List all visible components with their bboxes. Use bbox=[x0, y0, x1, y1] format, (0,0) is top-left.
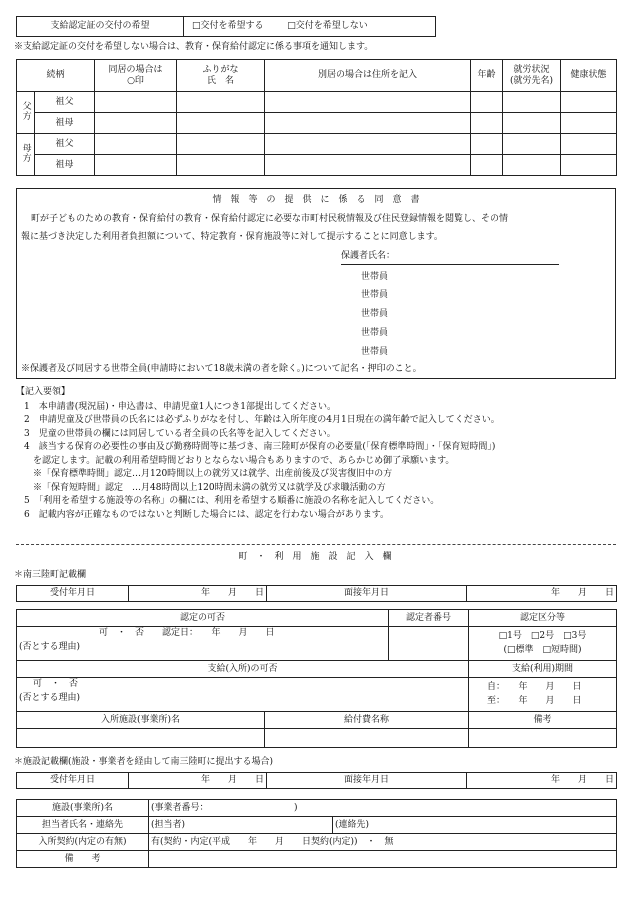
facility-name-field[interactable] bbox=[17, 729, 265, 748]
mother-grandfather: 祖父 bbox=[35, 134, 95, 155]
family-table bbox=[16, 59, 617, 176]
header-relation: 続柄 bbox=[17, 60, 95, 92]
cell[interactable] bbox=[471, 134, 503, 155]
cert-table bbox=[16, 16, 436, 37]
facility-subtitle: ＊施設記載欄(施設・事業者を経由して南三陸町に提出する場合) bbox=[14, 757, 274, 767]
approval-table bbox=[16, 609, 617, 748]
facility-remarks-label: 備 考 bbox=[17, 851, 149, 868]
cell[interactable] bbox=[503, 113, 561, 134]
header-employment: 就労状況 (就労先名) bbox=[503, 60, 561, 92]
admission-kahi: 可 ・ 否 bbox=[33, 679, 79, 689]
approval-reason: (否とする理由) bbox=[19, 641, 81, 652]
guardian-label: 保護者氏名： bbox=[341, 251, 396, 261]
instruction-item: 5 「利用を希望する施設等の名称」の欄には、利用を希望する順番に施設の名称を記入してください。 bbox=[24, 496, 440, 506]
facility-table bbox=[16, 799, 617, 868]
cell[interactable] bbox=[265, 155, 471, 176]
consent-box bbox=[16, 188, 616, 379]
member-4: 世帯員 bbox=[361, 328, 389, 338]
category-hours: (□標準 □短時間) bbox=[503, 644, 582, 655]
town-remarks-field[interactable] bbox=[469, 729, 617, 748]
cell[interactable] bbox=[561, 134, 617, 155]
header-address: 別居の場合は住所を記入 bbox=[265, 60, 471, 92]
member-1: 世帯員 bbox=[361, 272, 389, 282]
cell[interactable] bbox=[561, 92, 617, 113]
town-received-date[interactable]: 年 月 日 bbox=[129, 586, 267, 602]
cert-label: 支給認定証の交付の希望 bbox=[17, 17, 184, 37]
benefit-name-field[interactable] bbox=[265, 729, 469, 748]
member-5: 世帯員 bbox=[361, 347, 389, 357]
period-label: 支給(利用)期間 bbox=[469, 661, 617, 678]
cell[interactable] bbox=[471, 113, 503, 134]
instruction-item: 3 児童の世帯員の欄には同居している者全員の氏名等を記入してください。 bbox=[24, 428, 336, 439]
facility-interview-label: 面接年月日 bbox=[267, 773, 467, 789]
cert-opt-want[interactable]: □交付を希望する bbox=[192, 21, 264, 32]
consent-note: ※保護者及び同居する世帯全員(申請時において18歳未満の者を除く。)について記名・押印のこと。 bbox=[21, 364, 422, 374]
contract-row-label: 入所契約(内定の有無) bbox=[17, 834, 149, 851]
cell[interactable] bbox=[177, 92, 265, 113]
town-interview-label: 面接年月日 bbox=[267, 586, 467, 602]
contact-row-label: 担当者氏名・連絡先 bbox=[17, 817, 149, 834]
cell[interactable] bbox=[95, 134, 177, 155]
instruction-item: ※「保育標準時間」認定…月120時間以上の就労又は就学、出産前後及び災害復旧中の方 bbox=[24, 469, 393, 479]
instruction-item: 2 申請児童及び世帯員の氏名には必ずふりがなを付し、年齢は入所年度の4月1日現在の満年齢で記入してください。 bbox=[24, 415, 500, 425]
cell[interactable] bbox=[503, 92, 561, 113]
town-subtitle: ＊南三陸町記載欄 bbox=[14, 570, 87, 580]
town-interview-date[interactable]: 年 月 日 bbox=[467, 586, 617, 602]
consent-body-1: 町が子どものための教育・保育給付の教育・保育給付認定に必要な市町村民税情報及び住民登録情報を閲覧し、その情 bbox=[31, 214, 509, 224]
period-from: 自： 年 月 日 bbox=[487, 682, 582, 692]
consent-title: 情 報 等 の 提 供 に 係 る 同 意 書 bbox=[212, 195, 420, 205]
cert-opt-not-want[interactable]: □交付を希望しない bbox=[287, 21, 368, 32]
section-divider bbox=[16, 544, 616, 545]
guardian-name-field[interactable] bbox=[341, 250, 559, 265]
facility-received-label: 受付年月日 bbox=[17, 773, 129, 789]
father-grandfather: 祖父 bbox=[35, 92, 95, 113]
approver-number-label: 認定者番号 bbox=[389, 610, 469, 627]
header-cohabit: 同居の場合は ○印 bbox=[95, 60, 177, 92]
cell[interactable] bbox=[561, 155, 617, 176]
contract-value[interactable]: 有(契約・内定(平成 年 月 日契約(内定)) ・ 無 bbox=[149, 834, 617, 851]
approval-decision[interactable] bbox=[17, 627, 389, 661]
mother-side-label: 母方 bbox=[17, 134, 35, 176]
town-section-title: 町 ・ 利 用 施 設 記 入 欄 bbox=[238, 552, 392, 562]
category-options[interactable] bbox=[469, 627, 617, 661]
cell[interactable] bbox=[95, 92, 177, 113]
cell[interactable] bbox=[265, 92, 471, 113]
cell[interactable] bbox=[95, 113, 177, 134]
town-dates-table bbox=[16, 585, 617, 602]
category-numbers: □1号 □2号 □3号 bbox=[498, 631, 587, 641]
admission-label: 支給(入所)の可否 bbox=[17, 661, 469, 678]
facility-name-value[interactable]: (事業者番号： ) bbox=[149, 800, 617, 817]
cert-note: ※支給認定証の交付を希望しない場合は、教育・保育給付認定に係る事項を通知します。 bbox=[14, 42, 374, 52]
cell[interactable] bbox=[561, 113, 617, 134]
cert-options bbox=[184, 17, 436, 37]
contact-field[interactable]: (連絡先) bbox=[333, 817, 617, 834]
instruction-item: ※「保育短時間」認定 …月48時間以上120時間未満の就労又は就学及び求職活動の方 bbox=[24, 482, 386, 493]
admission-decision[interactable] bbox=[17, 678, 469, 712]
instructions-heading: 【記入要領】 bbox=[16, 387, 71, 397]
benefit-name-label: 給付費名称 bbox=[265, 712, 469, 729]
facility-dates-table bbox=[16, 772, 617, 789]
father-grandmother: 祖母 bbox=[35, 113, 95, 134]
father-side-label: 父方 bbox=[17, 92, 35, 134]
cell[interactable] bbox=[177, 113, 265, 134]
instructions bbox=[16, 386, 616, 522]
cell[interactable] bbox=[265, 113, 471, 134]
facility-name-row-label: 施設(事業所)名 bbox=[17, 800, 149, 817]
header-health: 健康状態 bbox=[561, 60, 617, 92]
cell[interactable] bbox=[471, 155, 503, 176]
facility-remarks-field[interactable] bbox=[149, 851, 617, 868]
cell[interactable] bbox=[177, 155, 265, 176]
instruction-item: 6 記載内容が正確なものではないと判断した場合には、認定を行わない場合があります。 bbox=[24, 509, 390, 520]
approval-label: 認定の可否 bbox=[17, 610, 389, 627]
header-name: ふりがな 氏 名 bbox=[177, 60, 265, 92]
period-fields[interactable] bbox=[469, 678, 617, 712]
instruction-item: を認定します。記載の利用希望時間どおりとならない場合もありますので、あらかじめ御了承願います。 bbox=[24, 455, 455, 466]
header-age: 年齢 bbox=[471, 60, 503, 92]
facility-interview-date[interactable]: 年 月 日 bbox=[467, 773, 617, 789]
member-2: 世帯員 bbox=[361, 290, 389, 300]
cell[interactable] bbox=[503, 155, 561, 176]
member-3: 世帯員 bbox=[361, 309, 389, 319]
category-label: 認定区分等 bbox=[469, 610, 617, 627]
person-field[interactable]: (担当者) bbox=[149, 817, 333, 834]
cell[interactable] bbox=[265, 134, 471, 155]
cell[interactable] bbox=[177, 134, 265, 155]
admission-reason: (否とする理由) bbox=[19, 692, 81, 703]
period-to: 至： 年 月 日 bbox=[487, 695, 582, 706]
facility-name-label: 入所施設(事業所)名 bbox=[17, 712, 265, 729]
cell[interactable] bbox=[503, 134, 561, 155]
facility-received-date[interactable]: 年 月 日 bbox=[129, 773, 267, 789]
instruction-item: 4 該当する保育の必要性の事由及び勤務時間等に基づき、南三陸町が保育の必要量(「保育標準時間」・「保育短時間」) bbox=[24, 442, 496, 452]
instruction-item: 1 本申請書(現況届)・申込書は、申請児童1人につき1部提出してください。 bbox=[24, 401, 337, 412]
approver-number-field[interactable] bbox=[389, 627, 469, 661]
consent-body-2: 報に基づき決定した利用者負担額について、特定教育・保育施設等に対して提示することに同意します。 bbox=[21, 232, 443, 242]
mother-grandmother: 祖母 bbox=[35, 155, 95, 176]
town-received-label: 受付年月日 bbox=[17, 586, 129, 602]
approval-kahi: 可 ・ 否 認定日： 年 月 日 bbox=[99, 628, 275, 638]
town-remarks-label: 備考 bbox=[469, 712, 617, 729]
cell[interactable] bbox=[471, 92, 503, 113]
cell[interactable] bbox=[95, 155, 177, 176]
